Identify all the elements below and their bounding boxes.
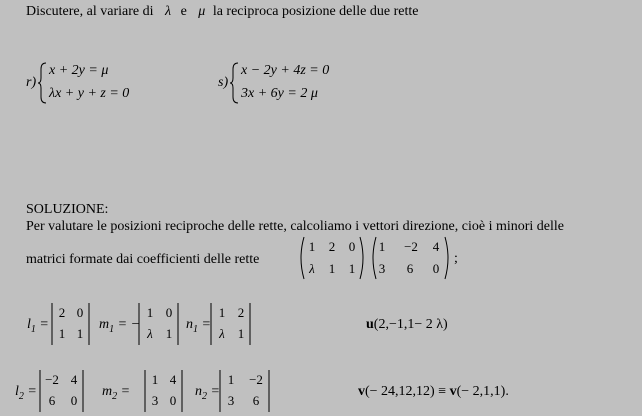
minor-m1-name: $m_1$ = −	[99, 317, 141, 335]
statement-part-1: Discutere, al variare di	[26, 4, 154, 19]
problem-statement	[26, 4, 418, 20]
lambda-symbol: λ	[165, 4, 172, 19]
minor-l2-name: $l_2$ =	[15, 384, 37, 402]
minor-m2-cell: 3	[151, 393, 159, 408]
matrix-r-cell: λ	[309, 261, 315, 276]
minor-n2-name: $n_2$ =	[195, 384, 220, 402]
minor-l1-cell: 1	[58, 326, 66, 341]
vector-u-components: (2,−1,1− 2 λ)	[373, 317, 448, 332]
minor-l2-cell: 0	[70, 393, 78, 408]
system-r-brace	[38, 62, 48, 104]
vector-v-components: (− 24,12,12) ≡	[365, 384, 450, 399]
system-s-eq1: x − 2y + 4z = 0	[241, 63, 330, 78]
vector-v-name: v	[358, 384, 365, 399]
solution-line-1: Per valutare le posizioni reciproche delle rette, calcoliamo i vettori direzione, cioè i minori delle	[26, 219, 565, 234]
solution-line-2: matrici formate dai coefficienti delle rette	[26, 252, 260, 267]
minor-m2-cell: 0	[169, 393, 177, 408]
matrix-s-cell: −2	[404, 239, 418, 254]
minor-l1-cell: 0	[76, 305, 84, 320]
minor-m1-cell: 0	[165, 305, 173, 320]
matrix-s-cell: 1	[378, 239, 386, 254]
minor-l1-name: $l_1$ =	[27, 317, 49, 335]
matrix-r-cell: 2	[328, 239, 336, 254]
matrix-r-cell: 1	[308, 239, 316, 254]
matrix-r-cell: 0	[348, 239, 356, 254]
minor-m2-cell: 4	[169, 372, 177, 387]
minor-m2-name: $m_2$ =	[102, 384, 131, 402]
minor-n1-cell: 1	[218, 305, 226, 320]
matrix-r-cell: 1	[348, 261, 356, 276]
minor-l1-cell: 2	[58, 305, 66, 320]
minor-n2-cell: 3	[227, 393, 235, 408]
vector-u-name: u	[366, 317, 374, 332]
minor-m1-cell: 1	[146, 305, 154, 320]
minor-l2-cell: 4	[70, 372, 78, 387]
system-r-label: r)	[26, 75, 37, 90]
minor-n2-cell: 1	[227, 372, 235, 387]
minor-m1-cell: 1	[165, 326, 173, 341]
matrix-r-right-paren	[359, 236, 367, 280]
direction-vector-v	[358, 384, 509, 400]
system-r-eq2: λx + y + z = 0	[49, 86, 130, 101]
matrix-separator: ;	[454, 251, 458, 266]
minor-n2-cell: 6	[252, 393, 260, 408]
minor-n2-cell: −2	[249, 372, 263, 387]
matrix-r-cell: 1	[328, 261, 336, 276]
mu-symbol: μ	[198, 4, 206, 19]
minor-l2-cell: −2	[45, 372, 59, 387]
matrix-s-right-paren	[444, 236, 452, 280]
statement-part-2: la reciproca posizione delle due rette	[212, 4, 419, 19]
direction-vector-u	[366, 317, 448, 333]
minor-l1-cell: 1	[76, 326, 84, 341]
system-s-brace	[230, 62, 240, 104]
minor-m2-cell: 1	[151, 372, 159, 387]
system-s-eq2: 3x + 6y = 2 μ	[241, 86, 318, 101]
matrix-s-cell: 3	[378, 261, 386, 276]
minor-l2-cell: 6	[48, 393, 56, 408]
minor-n1-cell: λ	[219, 326, 225, 341]
system-s-label: s)	[218, 75, 229, 90]
matrix-s-cell: 6	[406, 261, 414, 276]
vector-v-simplified: (− 2,1,1).	[456, 384, 509, 399]
solution-heading: SOLUZIONE:	[26, 202, 109, 217]
minor-n1-cell: 2	[237, 305, 245, 320]
minor-m1-cell: λ	[147, 326, 153, 341]
matrix-s-cell: 4	[432, 239, 440, 254]
system-r-eq1: x + 2y = μ	[49, 63, 109, 78]
minor-n1-cell: 1	[237, 326, 245, 341]
vector-v-name-2: v	[449, 384, 457, 399]
matrix-s-cell: 0	[432, 261, 440, 276]
minor-n1-name: $n_1$ =	[186, 317, 211, 335]
statement-and: e	[180, 4, 187, 19]
